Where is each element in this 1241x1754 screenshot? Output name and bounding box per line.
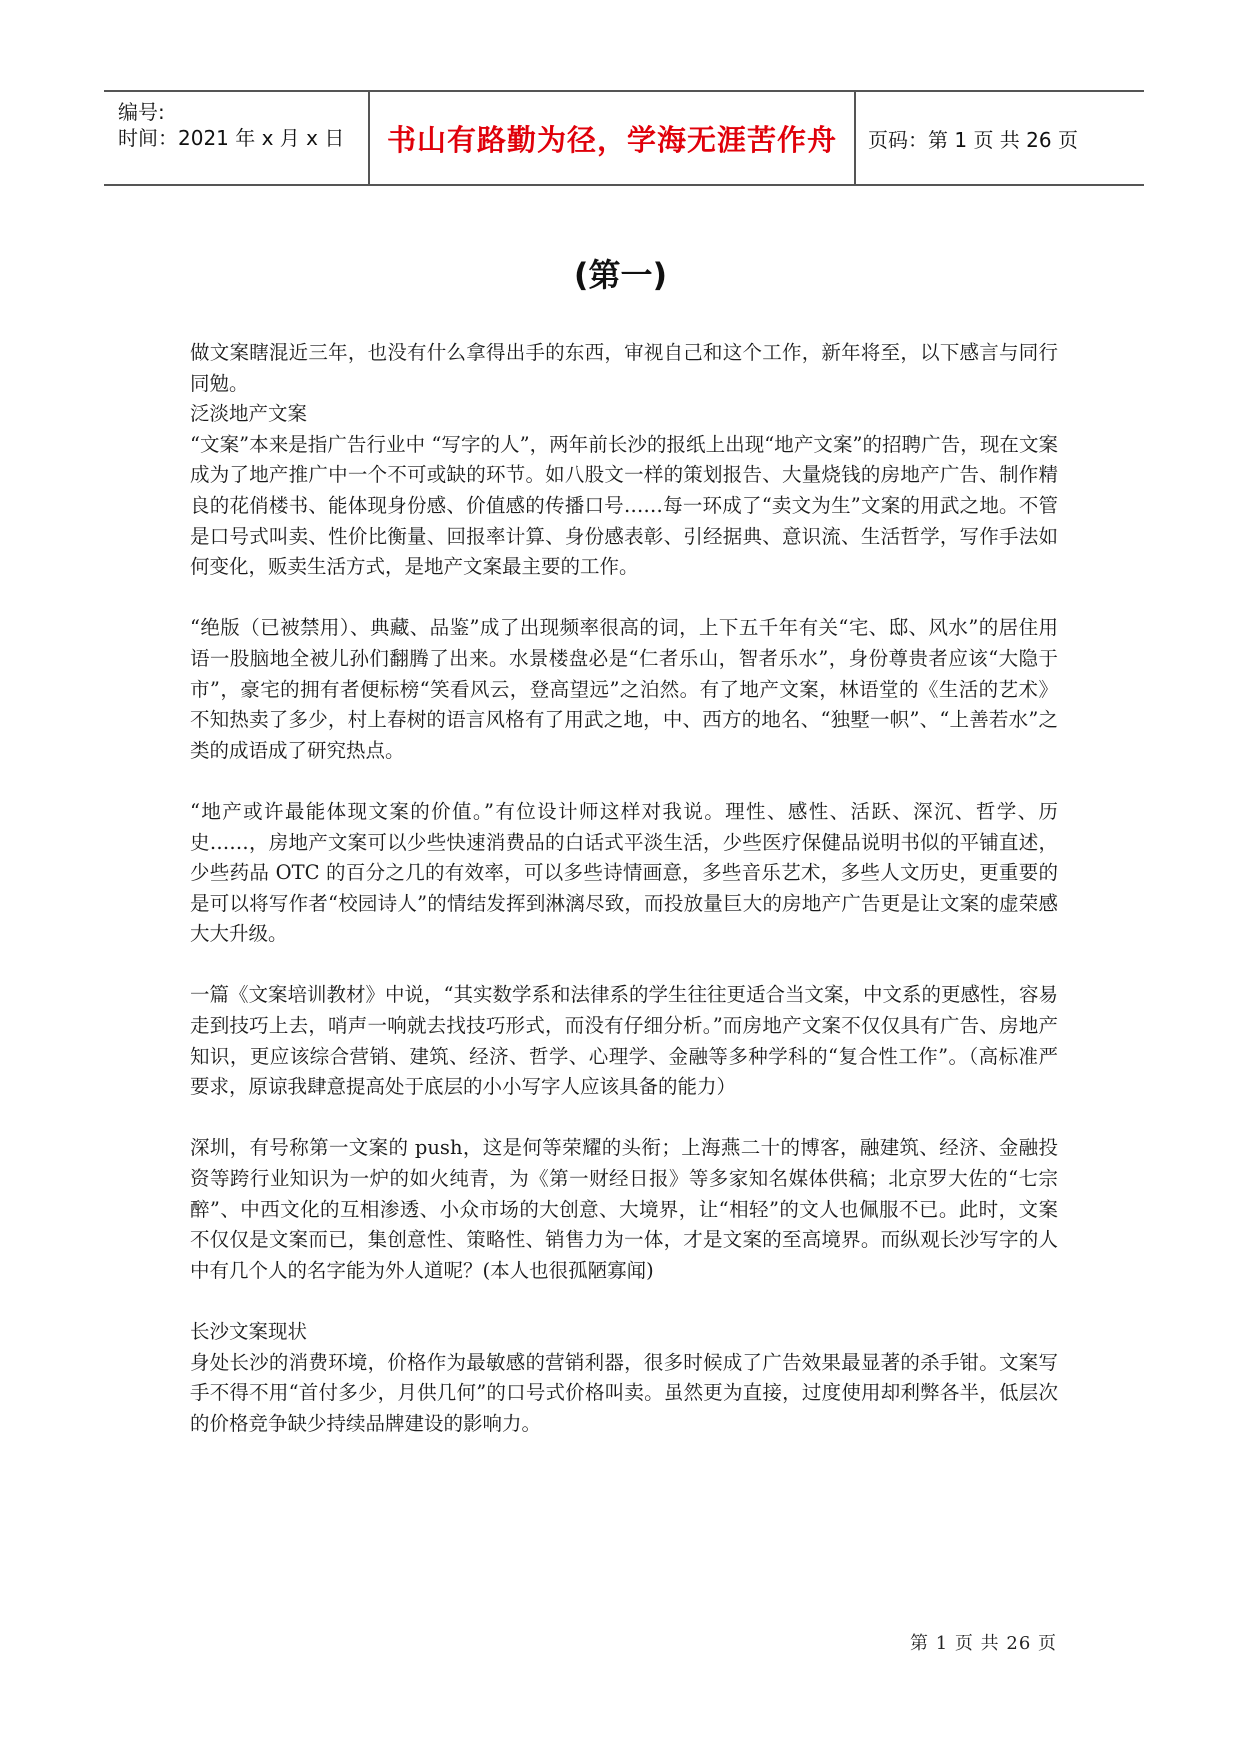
paragraph: 一篇《文案培训教材》中说，“其实数学系和法律系的学生往往更适合当文案，中文系的更感性，容易走到技巧上去，哨声一响就去找技巧形式，而没有仔细分析。”而房地产文案不仅仅具有广告、房地产知识，更应该综合营销、建筑、经济、哲学、心理学、金融等多种学科的“复合性工作”。（高标准严要求，原谅我肆意提高处于底层的小小写字人应该具备的能力） <box>190 983 1058 1099</box>
page-info-cell <box>856 92 1144 184</box>
header-table <box>104 90 1144 186</box>
motto-text: 书山有路勤为径，学海无涯苦作舟 <box>386 122 837 157</box>
page-info: 页码：第 1 页 共 26 页 <box>868 127 1078 152</box>
paragraph: “文案”本来是指广告行业中 “写字的人”，两年前长沙的报纸上出现“地产文案”的招聘广告，现在文案成为了地产推广中一个不可或缺的环节。如八股文一样的策划报告、大量烧钱的房地产广告、制作精良的花俏楼书、能体现身份感、价值感的传播口号……每一环成了“卖文为生”文案的用武之地。不管是口号式叫卖、性价比衡量、回报率计算、身份感表彰、引经据典、意识流、生活哲学，写作手法如何变化，贩卖生活方式，是地产文案最主要的工作。 <box>190 432 1058 579</box>
section-heading: 长沙文案现状 <box>190 1320 308 1343</box>
number-label: 编号: <box>118 100 165 124</box>
document-title: (第一) <box>573 256 668 294</box>
paragraph: 深圳，有号称第一文案的 push，这是何等荣耀的头衔；上海燕二十的博客，融建筑、经济、金融投资等跨行业知识为一炉的如火纯青，为《第一财经日报》等多家知名媒体供稿；北京罗大佐的“七宗醉”、中西文化的互相渗透、小众市场的大创意、大境界，让“相轻”的文人也佩服不已。此时，文案不仅仅是文案而已，集创意性、策略性、销售力为一体，才是文案的至高境界。而纵观长沙写字的人中有几个人的名字能为外人道呢？(本人也很孤陋寡闻) <box>190 1136 1058 1282</box>
paragraph-intro: 做文案瞎混近三年，也没有什么拿得出手的东西，审视自己和这个工作，新年将至，以下感言与同行同勉。 <box>190 341 1058 395</box>
header-motto-cell <box>370 92 856 184</box>
paragraph: “地产或许最能体现文案的价值。”有位设计师这样对我说。理性、感性、活跃、深沉、哲学、历史……，房地产文案可以少些快速消费品的白话式平淡生活，少些医疗保健品说明书似的平铺直述，少些药品 OTC 的百分之几的有效率，可以多些诗情画意，多些音乐艺术，多些人文历史，更重要的是可以将写作者“校园诗人”的情结发挥到淋漓尽致，而投放量巨大的房地产广告更是让文案的虚荣感大大升级。 <box>190 799 1058 946</box>
paragraph: “绝版（已被禁用）、典藏、品鉴”成了出现频率很高的词，上下五千年有关“宅、邸、风水”的居住用语一股脑地全被儿孙们翻腾了出来。水景楼盘必是“仁者乐山，智者乐水”，身份尊贵者应该“大隐于市”，豪宅的拥有者便标榜“笑看风云，登高望远”之泊然。有了地产文案，林语堂的《生活的艺术》不知热卖了多少，村上春树的语言风格有了用武之地，中、西方的地名、“独墅一帜”、“上善若水”之类的成语成了研究热点。 <box>190 616 1058 762</box>
section-heading: 泛淡地产文案 <box>190 402 308 426</box>
time-label: 时间：2021 年 x 月 x 日 <box>118 126 345 150</box>
header-meta-cell <box>104 92 370 184</box>
paragraph: 身处长沙的消费环境，价格作为最敏感的营销利器，很多时候成了广告效果最显著的杀手钳。文案写手不得不用“首付多少，月供几何”的口号式价格叫卖。虽然更为直接，过度使用却利弊各半，低层次的价格竞争缺少持续品牌建设的影响力。 <box>190 1350 1058 1435</box>
document-body <box>190 338 1058 1439</box>
page-footer: 第 1 页 共 26 页 <box>910 1633 1057 1654</box>
